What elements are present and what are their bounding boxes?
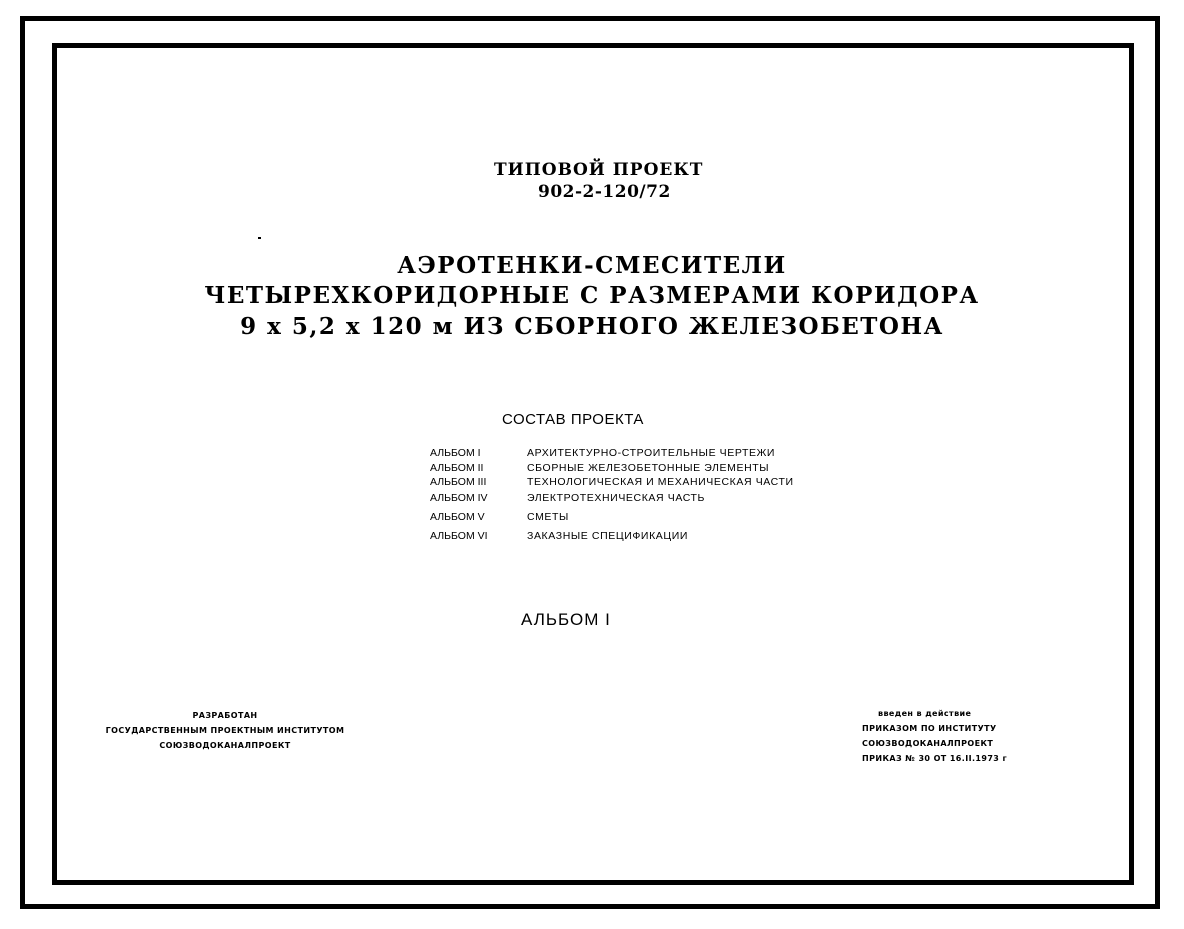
album-number: АЛЬБОМ VI <box>430 530 488 542</box>
developed-by-label: РАЗРАБОТАН <box>192 711 258 720</box>
document-title-line-3: 9 х 5,2 х 120 м ИЗ СБОРНОГО ЖЕЛЕЗОБЕТОНА <box>240 313 944 340</box>
project-type-label: ТИПОВОЙ ПРОЕКТ <box>494 160 704 180</box>
album-number: АЛЬБОМ III <box>430 476 487 488</box>
document-title-line-2: ЧЕТЫРЕХКОРИДОРНЫЕ С РАЗМЕРАМИ КОРИДОРА <box>204 282 980 309</box>
album-description: ЭЛЕКТРОТЕХНИЧЕСКАЯ ЧАСТЬ <box>527 492 706 504</box>
introduced-organization: СОЮЗВОДОКАНАЛПРОЕКТ <box>862 739 994 748</box>
scan-speck <box>258 237 261 239</box>
current-album-label: АЛЬБОМ I <box>521 610 611 629</box>
introduced-label: введен в действие <box>878 709 972 718</box>
composition-heading: СОСТАВ ПРОЕКТА <box>502 411 644 428</box>
document-title-line-1: АЭРОТЕНКИ-СМЕСИТЕЛИ <box>397 252 787 279</box>
album-description: СБОРНЫЕ ЖЕЛЕЗОБЕТОННЫЕ ЭЛЕМЕНТЫ <box>527 462 770 474</box>
album-number: АЛЬБОМ IV <box>430 492 488 504</box>
developer-organization: СОЮЗВОДОКАНАЛПРОЕКТ <box>159 741 291 750</box>
developer-block <box>100 708 350 753</box>
album-number: АЛЬБОМ II <box>430 462 484 474</box>
developer-institute: ГОСУДАРСТВЕННЫМ ПРОЕКТНЫМ ИНСТИТУТОМ <box>105 726 345 735</box>
album-description: СМЕТЫ <box>527 511 569 523</box>
album-number: АЛЬБОМ V <box>430 511 485 523</box>
album-number: АЛЬБОМ I <box>430 447 481 459</box>
album-description: ТЕХНОЛОГИЧЕСКАЯ И МЕХАНИЧЕСКАЯ ЧАСТИ <box>527 476 794 488</box>
project-number: 902-2-120/72 <box>538 182 671 202</box>
album-description: АРХИТЕКТУРНО-СТРОИТЕЛЬНЫЕ ЧЕРТЕЖИ <box>527 447 776 459</box>
introduced-order-by: ПРИКАЗОМ ПО ИНСТИТУТУ <box>862 724 997 733</box>
introduction-block <box>862 706 1007 766</box>
album-description: ЗАКАЗНЫЕ СПЕЦИФИКАЦИИ <box>527 530 689 542</box>
order-number-date: ПРИКАЗ № 30 ОТ 16.II.1973 г <box>862 754 1008 763</box>
